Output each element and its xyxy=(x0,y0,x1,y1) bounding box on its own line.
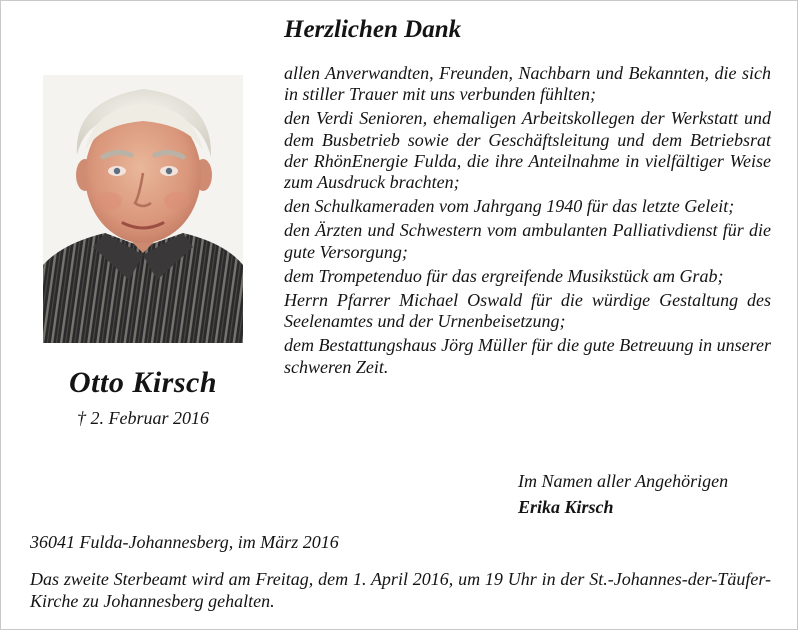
place-date: 36041 Fulda-Johannesberg, im März 2016 xyxy=(30,532,339,552)
service-notice: Das zweite Sterbeamt wird am Freitag, dem 1. April 2016, um 19 Uhr in der St.-Johannes-der-Täufer-Kirche zu Johannesberg gehalten. xyxy=(30,569,771,611)
thanks-item: allen Anverwandten, Freunden, Nachbarn und Bekannten, die sich in stiller Trauer mit uns verbunden fühlten; xyxy=(284,63,771,105)
deceased-name: Otto Kirsch xyxy=(68,366,218,399)
thanks-item: den Ärzten und Schwestern vom ambulanten Palliativdienst für die gute Versorgung; xyxy=(284,220,771,262)
thanks-list xyxy=(284,63,771,381)
thanks-item: den Schulkameraden vom Jahrgang 1940 für das letzte Geleit; xyxy=(284,196,735,217)
signature-block xyxy=(518,468,728,520)
portrait-photo xyxy=(43,75,243,343)
thanks-item: den Verdi Senioren, ehemaligen Arbeitskollegen der Werkstatt und dem Busbetrieb sowie der Geschäftsleitung und dem Betriebsrat der RhönEnergie Fulda, die ihre Anteilnahme in vielfältiger Weise zum Ausdruck brachten; xyxy=(284,108,771,193)
death-date: † 2. Februar 2016 xyxy=(77,408,209,428)
thanks-heading: Herzlichen Dank xyxy=(284,16,462,43)
signature-line: Im Namen aller Angehörigen xyxy=(518,471,729,491)
signer-name: Erika Kirsch xyxy=(518,497,614,517)
thanks-item: dem Trompetenduo für das ergreifende Musikstück am Grab; xyxy=(284,265,724,286)
thanks-item: Herrn Pfarrer Michael Oswald für die würdige Gestaltung des Seelenamtes und der Urnenbeisetzung; xyxy=(284,290,771,332)
thanks-item: dem Bestattungshaus Jörg Müller für die gute Betreuung in unserer schweren Zeit. xyxy=(284,335,771,377)
